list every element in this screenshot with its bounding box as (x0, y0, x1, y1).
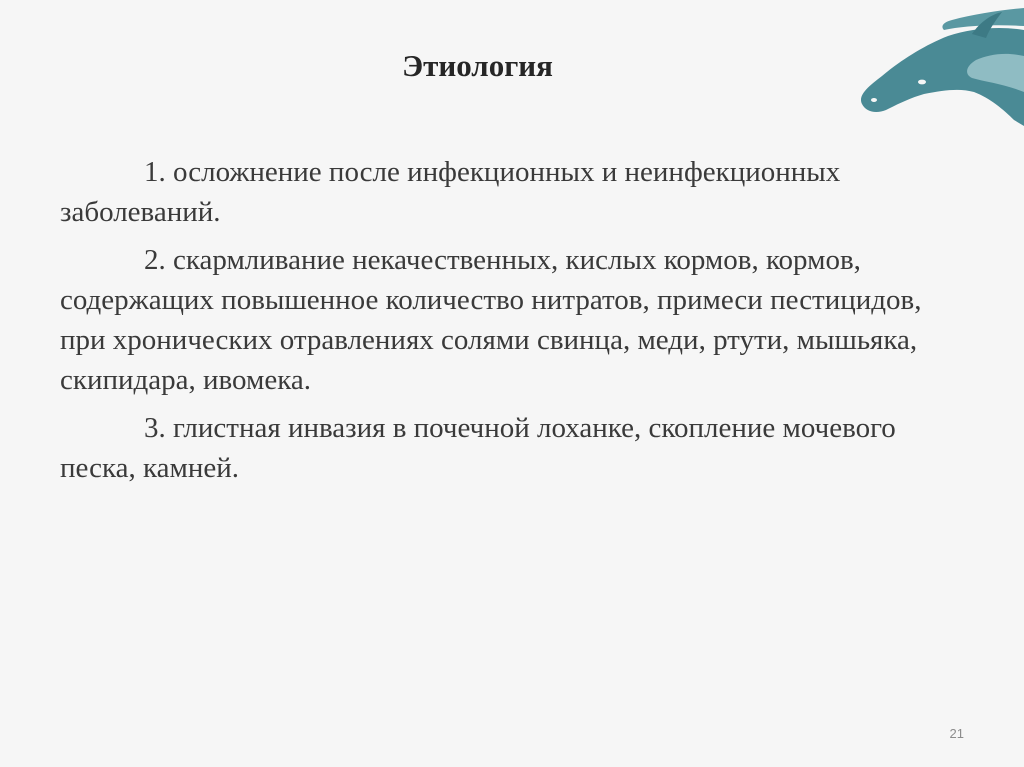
list-item: 1. осложнение после инфекционных и неинфекционных заболеваний. (60, 156, 841, 228)
slide-body (60, 152, 970, 496)
slide-number: 21 (949, 726, 964, 741)
list-item: 3. глистная инвазия в почечной лоханке, скопление мочевого песка, камней. (60, 412, 896, 484)
slide-title: Этиология (402, 48, 553, 83)
list-item: 2. скармливание некачественных, кислых кормов, кормов, содержащих повышенное количество нитратов, примеси пестицидов, при хронических отравлениях солями свинца, меди, ртути, мышьяка, скипидара, ивомека. (60, 244, 922, 396)
